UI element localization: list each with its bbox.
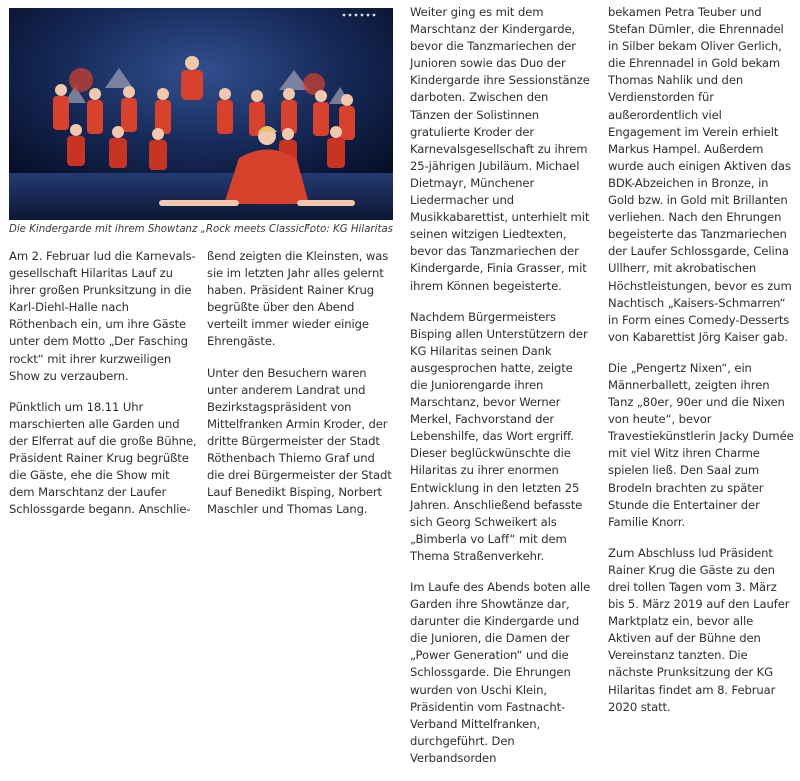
article-column-3 — [410, 4, 592, 781]
paragraph: Am 2. Februar lud die Karnevalsgesellschaft Hilaritas Lauf zu ihrer großen Prunksitzung in die Karl-Diehl-Halle nach Röthenbach ein, um ihre Gäste unter dem Motto „Der Fasching rockt“ mit ihrer kurzweiligen Show zu verzaubern. — [9, 249, 196, 383]
paragraph: Unter den Besuchern waren unter anderem Landrat und Bezirkstagspräsident von Mittelfranken Armin Kroder, der dritte Bürgermeister der Stadt Röthenbach Thiemo Graf und die drei Bürgermeister der Stadt Lauf Benedikt Bisping, Norbert Maschler und Thomas Lang. — [207, 365, 392, 517]
paragraph: Pünktlich um 18.11 Uhr marschierten alle Garden und der Elferrat auf die große Bühne, Präsident Rainer Krug begrüßte die Gäste, ehe die Show mit dem Marschtanz der Laufer Schlossgarde begann. Anschlie- — [9, 399, 197, 517]
article-column-1 — [9, 248, 197, 532]
paragraph: bekamen Petra Teuber und Stefan Dümler, die Ehrennadel in Silber bekam Oliver Gerlich, die Ehrennadel in Gold bekam Thomas Nahlik und den Verdienstorden für außerordentlich viel Engagement im Verein erhielt Markus Hampel. Außerdem wurde auch einigen Aktiven das BDK-Abzeichen in Bronze, in Gold bzw. in Gold mit Brillanten verliehen. Nach den Ehrungen begeisterte das Tanzmariechen der Laufer Schlossgarde, Celina Ullherr, mit akrobatischen Höchstleistungen, bevor es zum Nachtisch „Kaisers-Schmarren“ in Form eines Comedy-Desserts von Kabarettist Jörg Kaiser gab. — [608, 5, 792, 344]
paragraph: Die „Pengertz Nixen“, ein Männerballett, zeigten ihren Tanz „80er, 90er und die Nixen von heute“, bevor Travestiekünstlerin Jacky Dumée mit viel Witz ihren Charme spielen ließ. Den Saal zum Brodeln brachten zu später Stunde die Entertainer der Familie Knorr. — [608, 360, 794, 529]
photo-caption — [9, 224, 393, 240]
paragraph: Weiter ging es mit dem Marschtanz der Kindergarde, bevor die Tanzmariechen der Junioren sowie das Duo der Kindergarde ihre Sessionstänze darboten. Zwischen den Tänzen der Solistinnen gratulierte Kroder der Karnevalsgesellschaft zu ihrem 25-jährigen Jubiläum. Michael Dietmayr, Münchener Liedermacher und Musikkabarettist, unterhielt mit seinen witzigen Liedtexten, bevor das Tanzmariechen der Kindergarde, Finia Grasser, mit ihrem Können begeisterte. — [410, 5, 590, 293]
paragraph: Zum Abschluss lud Präsident Rainer Krug die Gäste zu den drei tollen Tagen vom 3. März bis 5. März 2019 auf den Laufer Marktplatz ein, bevor alle Aktiven auf der Bühne den Vereinstanz tanzten. Die nächste Prunksitzung der KG Hilaritas findet am 8. Februar 2020 statt. — [608, 545, 790, 714]
article-column-2 — [207, 248, 393, 532]
photo-image — [9, 8, 393, 220]
paragraph: ßend zeigten die Kleinsten, was sie im letzten Jahr alles gelernt haben. Präsident Rainer Krug begrüßte über den Abend verteilt immer wieder einige Ehrengäste. — [207, 249, 389, 349]
photo-credit: Foto: KG Hilaritas — [304, 224, 393, 235]
article-column-4 — [608, 4, 794, 730]
caption-text: Die Kindergarde mit ihrem Showtanz „Rock meets Classic“. — [9, 224, 313, 235]
paragraph: Nachdem Bürgermeisters Bisping allen Unterstützern der KG Hilaritas seinen Dank ausgesprochen hatte, zeigte die Juniorengarde ihren Marschtanz, bevor Werner Merkel, Fachvorstand der Lebenshilfe, das Wort ergriff. Dieser beglückwünschte die Hilaritas zu ihrer enormen Entwicklung in den letzten 25 Jahren. Anschließend befasste sich Georg Schweikert als „Bimberla vo Laff“ mit dem Thema Straßenverkehr. — [410, 309, 588, 563]
paragraph: Im Laufe des Abends boten alle Garden ihre Showtänze dar, darunter die Kindergarde und die Junioren, die Damen der „Power Generation“ und die Schlossgarde. Die Ehrungen wurden von Uschi Klein, Präsidentin vom Fastnacht-Verband Mittelfranken, durchgeführt. Den Verbandsorden — [410, 580, 591, 765]
photo-kindergarde — [9, 8, 393, 220]
